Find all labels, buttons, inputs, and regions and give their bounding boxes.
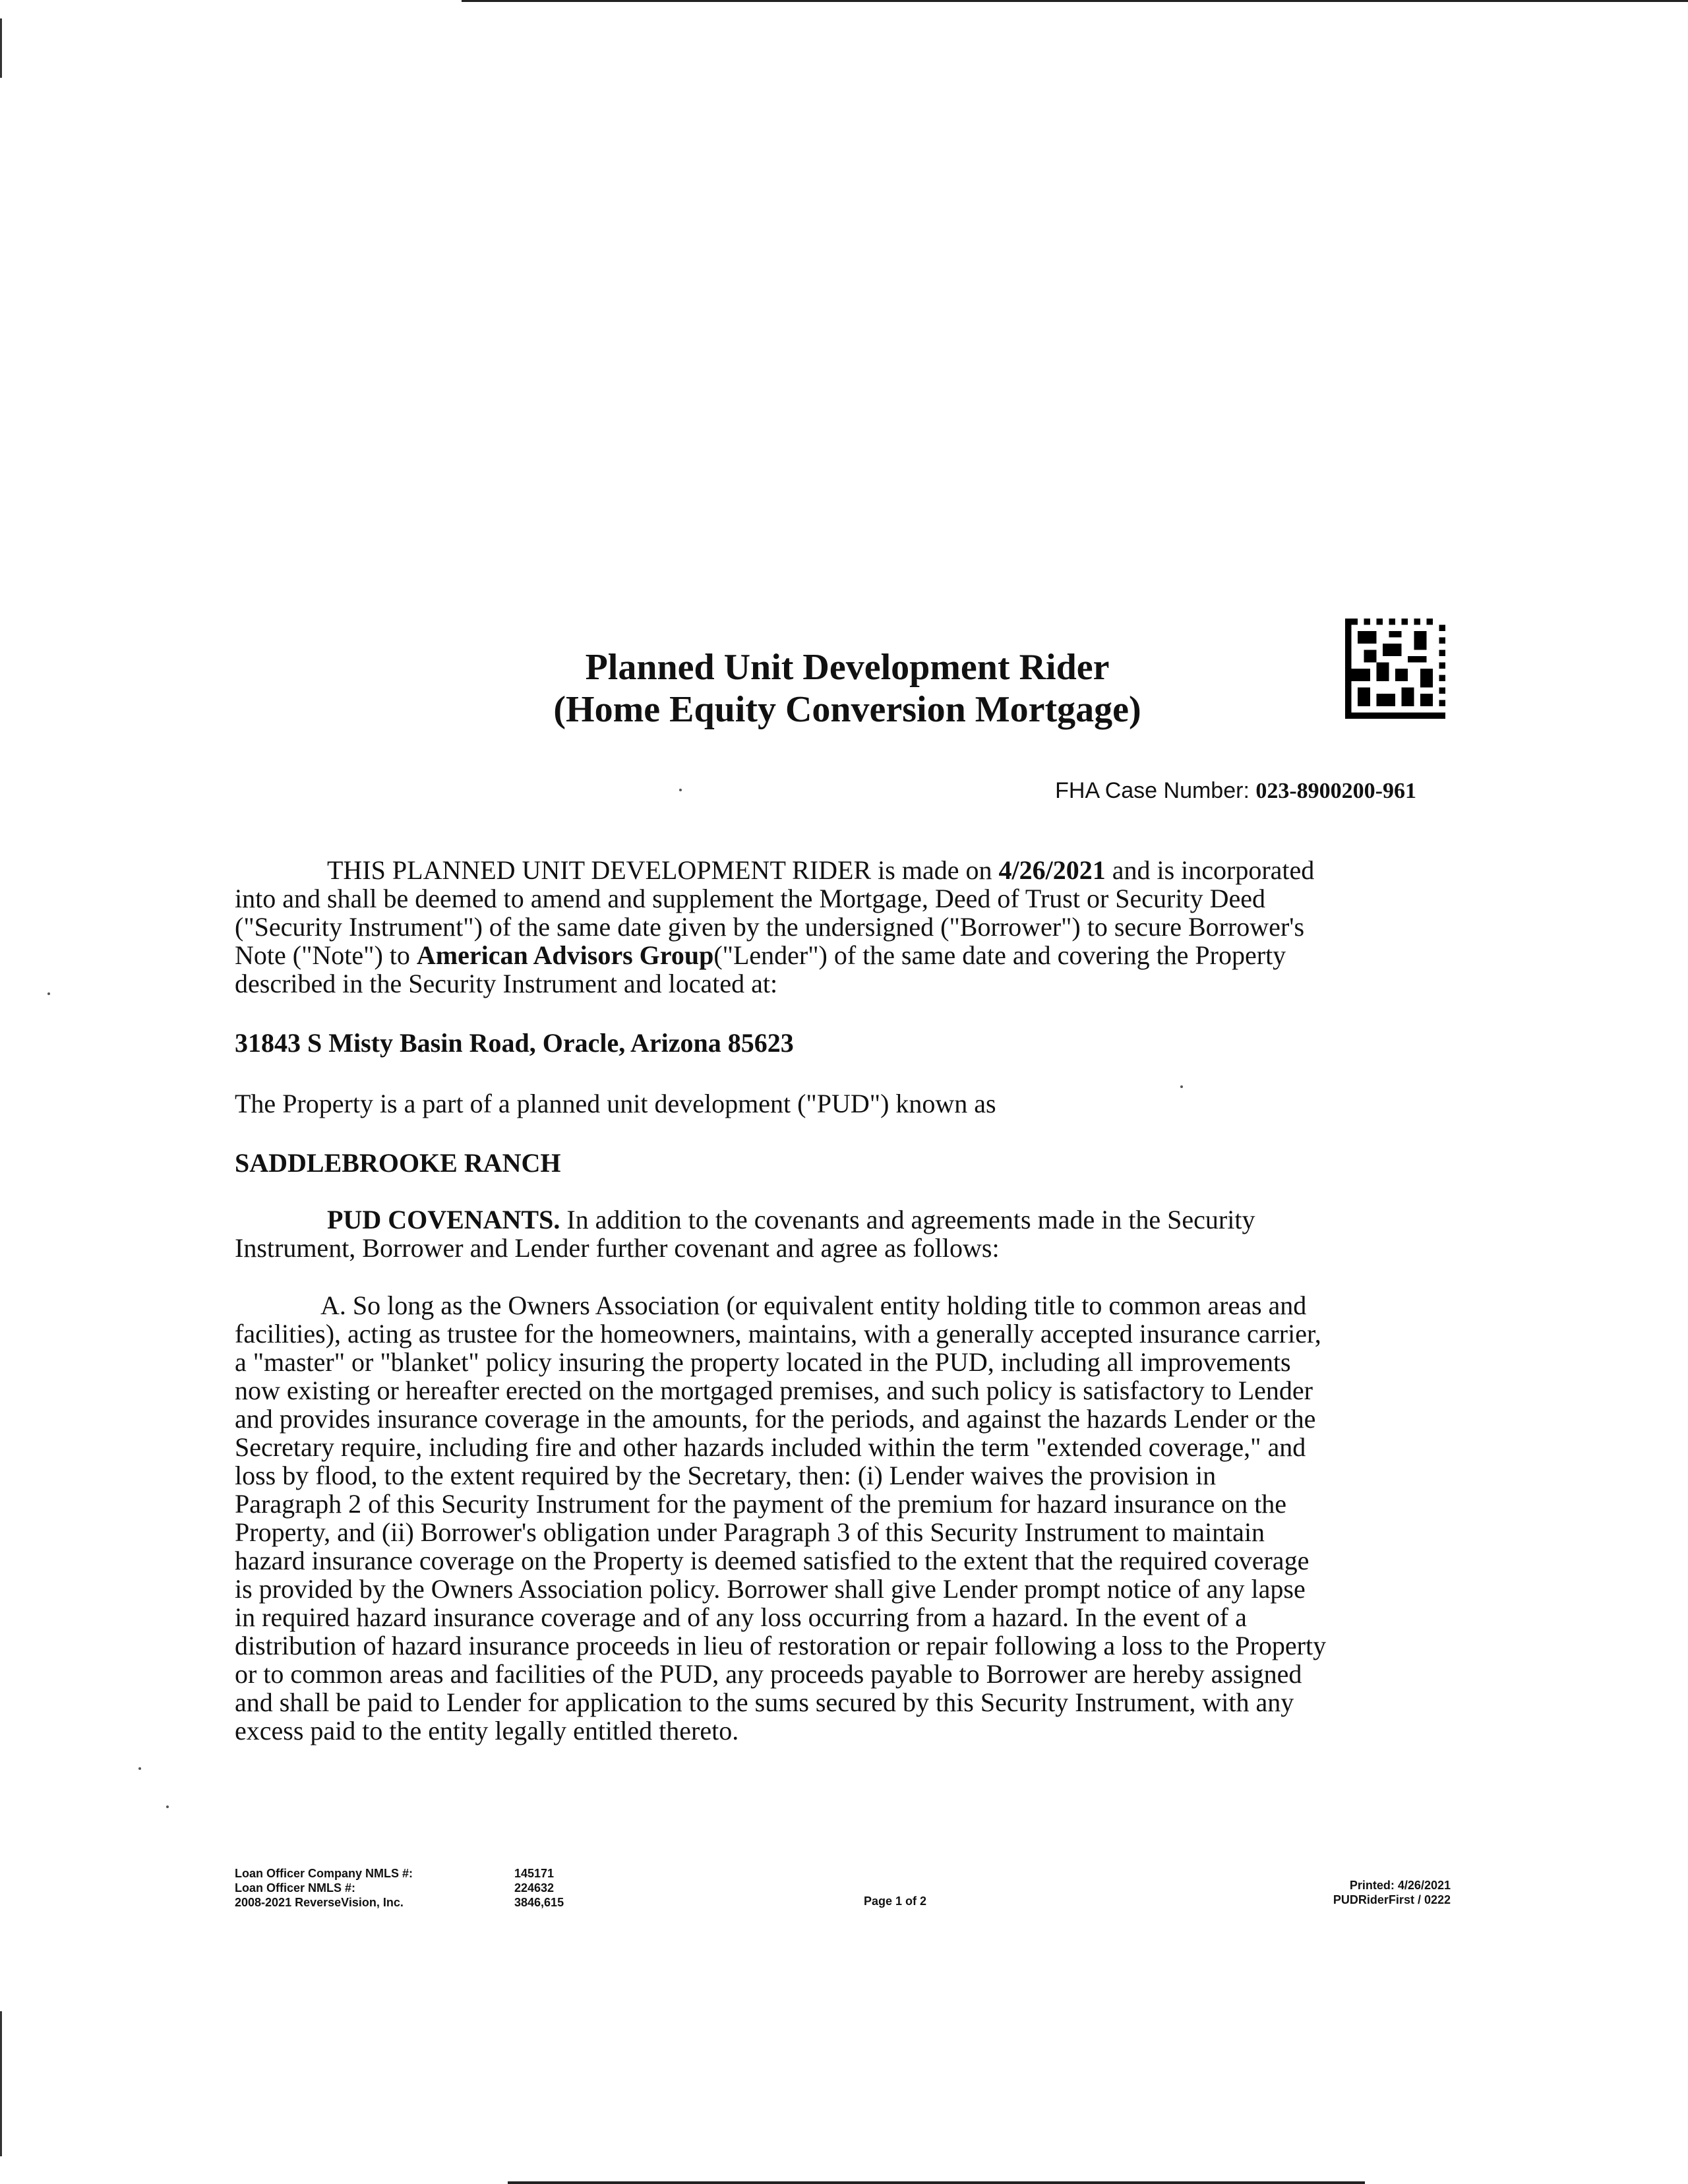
covenants-heading: PUD COVENANTS.: [327, 1205, 560, 1234]
paragraph-a-text: A. So long as the Owners Association (or equivalent entity holding title to common areas and facilities), acting as trustee for the homeowners, maintains, with a generally accepted insurance carrier, a "master" or "blanket" policy insuring the property located in the PUD, including all improvements now existing or hereafter erected on the mortgaged premises, and such policy is satisfactory to Lender and provides insurance coverage in the amounts, for the periods, and against the hazards Lender or the Secretary require, including fire and other hazards included within the term "extended coverage," and loss by flood, to the extent required by the Secretary, then: (i) Lender waives the provision in Paragraph 2 of this Security Instrument for the payment of the premium for hazard insurance on the Property, and (ii) Borrower's obligation under Paragraph 3 of this Security Instrument to maintain hazard insurance coverage on the Property is deemed satisfied to the extent that the required coverage is provided by the Owners Association policy. Borrower shall give Lender prompt notice of any lapse in required hazard insurance coverage and of any loss occurring from a hazard. In the event of a distribution of hazard insurance proceeds in lieu of restoration or repair following a loss to the Property or to common areas and facilities of the PUD, any proceeds payable to Borrower are hereby assigned and shall be paid to Lender for application to the sums secured by this Security Instrument, with any excess paid to the entity legally entitled thereto.: [235, 1290, 1327, 1745]
footer-values: [514, 1866, 564, 1910]
footer-labels: [235, 1866, 413, 1910]
scan-speck: [138, 1767, 141, 1770]
company-nmls: 145171: [514, 1867, 555, 1880]
lender-name: American Advisors Group: [416, 940, 714, 970]
scan-edge-bottom: [508, 2181, 1365, 2184]
datamatrix-barcode-icon: [1345, 619, 1445, 719]
covenants-text: In addition to the covenants and agreements made in the Security Instrument, Borrower and Lender further covenant and agree as follows:: [235, 1205, 1255, 1263]
scan-edge-left-bottom: [0, 2011, 2, 2156]
title-line-1: Planned Unit Development Rider: [585, 647, 1110, 688]
footer-right: [1253, 1878, 1451, 1907]
scan-speck: [1180, 1085, 1183, 1088]
scan-speck: [679, 789, 682, 791]
paragraph-a: [235, 1291, 1329, 1745]
fha-case-number: [1055, 778, 1416, 804]
officer-nmls-label: Loan Officer NMLS #:: [235, 1881, 356, 1895]
scan-speck: [47, 992, 50, 995]
copyright: 2008-2021 ReverseVision, Inc.: [235, 1896, 404, 1909]
fha-number: 023-8900200-961: [1255, 779, 1416, 803]
form-id: PUDRiderFirst / 0222: [1333, 1893, 1451, 1906]
company-nmls-label: Loan Officer Company NMLS #:: [235, 1867, 413, 1880]
rider-date: 4/26/2021: [998, 855, 1106, 885]
page-number: Page 1 of 2: [864, 1895, 927, 1908]
pud-intro: The Property is a part of a planned unit development ("PUD") known as: [235, 1089, 996, 1118]
pud-name: SADDLEBROOKE RANCH: [235, 1148, 561, 1178]
scan-speck: [166, 1805, 169, 1808]
intro-text-2: and is incorporated into and shall be deemed to amend and supplement the Mortgage, Deed of Trust or Security Deed ("Security Instrument") of the same date given by the undersigned ("Borrower") to secure Borrower's Note ("Note") to: [235, 855, 1315, 970]
scan-edge-top: [462, 0, 1688, 2]
intro-text-3: ("Lender") of the same date and covering the Property described in the Security Instrument and located at:: [235, 940, 1286, 998]
fha-label: FHA Case Number:: [1055, 778, 1256, 803]
officer-nmls: 224632: [514, 1881, 555, 1895]
document-title: [369, 646, 1325, 731]
version: 3846,615: [514, 1896, 564, 1909]
property-address: 31843 S Misty Basin Road, Oracle, Arizona 85623: [235, 1028, 794, 1058]
pud-covenants-paragraph: [235, 1205, 1329, 1262]
intro-text-1: THIS PLANNED UNIT DEVELOPMENT RIDER is made on: [327, 855, 999, 885]
scan-edge-left-top: [0, 18, 2, 78]
intro-paragraph: [235, 856, 1329, 998]
title-line-2: (Home Equity Conversion Mortgage): [553, 689, 1141, 730]
printed-date: Printed: 4/26/2021: [1349, 1879, 1451, 1892]
